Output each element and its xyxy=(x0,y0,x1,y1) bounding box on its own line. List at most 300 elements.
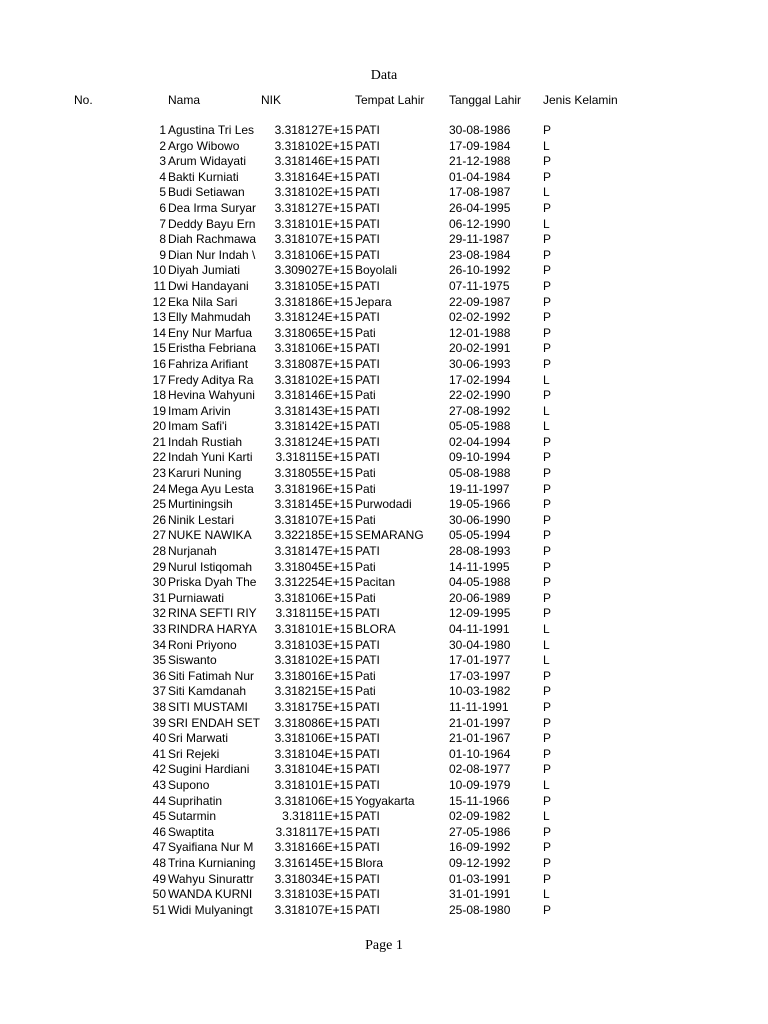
cell-tanggal-lahir: 17-02-1994 xyxy=(449,372,511,387)
cell-nik: 3.309027E+15 xyxy=(274,263,353,278)
cell-nik: 3.318087E+15 xyxy=(274,356,353,371)
cell-jenis-kelamin: P xyxy=(543,668,552,683)
cell-tempat-lahir: PATI xyxy=(355,356,380,371)
cell-jenis-kelamin: P xyxy=(543,263,552,278)
cell-no: 32 xyxy=(152,606,166,621)
cell-tempat-lahir: Pati xyxy=(355,590,376,605)
cell-nama: Argo Wibowo xyxy=(168,138,240,153)
cell-tanggal-lahir: 09-10-1994 xyxy=(449,450,511,465)
cell-jenis-kelamin: P xyxy=(543,325,552,340)
cell-tanggal-lahir: 30-08-1986 xyxy=(449,123,511,137)
table-row xyxy=(0,716,768,732)
cell-jenis-kelamin: P xyxy=(543,606,552,621)
cell-tempat-lahir: Pati xyxy=(355,559,376,574)
cell-tempat-lahir: PATI xyxy=(355,731,380,746)
cell-tanggal-lahir: 16-09-1992 xyxy=(449,840,511,855)
cell-tanggal-lahir: 06-12-1990 xyxy=(449,216,511,231)
cell-no: 17 xyxy=(152,372,166,387)
cell-nik: 3.318115E+15 xyxy=(275,450,353,465)
cell-nama: Swaptita xyxy=(168,824,215,839)
cell-tempat-lahir: Pacitan xyxy=(355,575,396,590)
cell-tempat-lahir: PATI xyxy=(355,434,380,449)
cell-nik: 3.322185E+15 xyxy=(274,528,353,543)
cell-tempat-lahir: PATI xyxy=(355,216,380,231)
cell-no: 28 xyxy=(152,544,166,559)
table-row xyxy=(0,435,768,451)
cell-no: 10 xyxy=(152,263,166,278)
cell-tanggal-lahir: 02-09-1982 xyxy=(449,809,511,824)
cell-jenis-kelamin: P xyxy=(543,450,552,465)
table-row xyxy=(0,404,768,420)
cell-tempat-lahir: Pati xyxy=(355,466,376,481)
cell-nama: Eka Nila Sari xyxy=(168,294,238,309)
cell-tanggal-lahir: 10-09-1979 xyxy=(449,777,511,792)
cell-nama: Agustina Tri Les xyxy=(168,123,255,137)
table-row xyxy=(0,388,768,404)
table-row xyxy=(0,139,768,155)
cell-no: 6 xyxy=(159,200,166,215)
table-row xyxy=(0,575,768,591)
cell-tanggal-lahir: 27-08-1992 xyxy=(449,403,511,418)
cell-jenis-kelamin: P xyxy=(543,855,552,870)
cell-nama: Widi Mulyaningt xyxy=(168,902,253,917)
cell-nama: WANDA KURNI xyxy=(168,887,253,902)
cell-jenis-kelamin: L xyxy=(543,809,550,824)
cell-jenis-kelamin: P xyxy=(543,871,552,886)
table-row xyxy=(0,497,768,513)
cell-jenis-kelamin: P xyxy=(543,699,552,714)
cell-tempat-lahir: PATI xyxy=(355,372,380,387)
cell-no: 49 xyxy=(152,871,166,886)
cell-nama: Karuri Nuning xyxy=(168,466,242,481)
cell-tanggal-lahir: 26-10-1992 xyxy=(449,263,511,278)
cell-nik: 3.318124E+15 xyxy=(274,310,353,325)
cell-no: 11 xyxy=(153,278,166,293)
cell-nik: 3.312254E+15 xyxy=(274,575,353,590)
cell-tanggal-lahir: 02-08-1977 xyxy=(449,762,511,777)
cell-tempat-lahir: PATI xyxy=(355,247,380,262)
cell-tempat-lahir: PATI xyxy=(355,746,380,761)
cell-nama: Syaifiana Nur M xyxy=(168,840,254,855)
cell-nama: Eristha Febriana xyxy=(168,341,257,356)
cell-no: 37 xyxy=(152,684,166,699)
cell-no: 22 xyxy=(152,450,166,465)
cell-nik: 3.318102E+15 xyxy=(274,372,353,387)
cell-no: 14 xyxy=(152,325,166,340)
cell-nama: Sri Marwati xyxy=(168,731,229,746)
cell-no: 47 xyxy=(152,840,166,855)
cell-nik: 3.318106E+15 xyxy=(274,247,353,262)
cell-nik: 3.318117E+15 xyxy=(275,824,353,839)
cell-jenis-kelamin: L xyxy=(543,622,550,636)
cell-nik: 3.318107E+15 xyxy=(274,232,353,247)
cell-nik: 3.318107E+15 xyxy=(274,512,353,527)
cell-nik: 3.318146E+15 xyxy=(274,154,353,169)
cell-tempat-lahir: PATI xyxy=(355,777,380,792)
cell-tempat-lahir: PATI xyxy=(355,637,380,652)
table-row xyxy=(0,778,768,794)
table-row xyxy=(0,762,768,778)
cell-tempat-lahir: PATI xyxy=(355,809,380,824)
cell-nik: 3.318102E+15 xyxy=(274,138,353,153)
table-row xyxy=(0,217,768,233)
cell-nik: 3.318196E+15 xyxy=(274,481,353,496)
cell-no: 16 xyxy=(152,356,166,371)
cell-tanggal-lahir: 04-11-1991 xyxy=(449,622,510,636)
cell-nama: Suprihatin xyxy=(168,793,223,808)
cell-jenis-kelamin: P xyxy=(543,434,552,449)
cell-tempat-lahir: PATI xyxy=(355,419,380,434)
cell-no: 48 xyxy=(152,855,166,870)
cell-nik: 3.318127E+15 xyxy=(274,200,353,215)
table-row xyxy=(0,560,768,576)
cell-tanggal-lahir: 31-01-1991 xyxy=(449,887,511,902)
cell-nik: 3.318034E+15 xyxy=(274,871,353,886)
cell-tanggal-lahir: 04-05-1988 xyxy=(449,575,511,590)
cell-jenis-kelamin: P xyxy=(543,559,552,574)
cell-nama: Eny Nur Marfua xyxy=(168,325,253,340)
header-nama: Nama xyxy=(168,93,201,107)
cell-no: 30 xyxy=(152,575,166,590)
cell-nik: 3.318147E+15 xyxy=(274,544,353,559)
cell-no: 40 xyxy=(152,731,166,746)
header-nik: NIK xyxy=(261,93,282,107)
cell-nik: 3.318102E+15 xyxy=(274,185,353,200)
cell-nama: Roni Priyono xyxy=(168,637,237,652)
cell-tanggal-lahir: 30-04-1980 xyxy=(449,637,511,652)
cell-tempat-lahir: PATI xyxy=(355,123,380,137)
cell-tempat-lahir: PATI xyxy=(355,824,380,839)
cell-nama: Nurjanah xyxy=(168,544,217,559)
table-row xyxy=(0,466,768,482)
cell-tempat-lahir: PATI xyxy=(355,699,380,714)
cell-nik: 3.318105E+15 xyxy=(274,278,353,293)
cell-jenis-kelamin: P xyxy=(543,684,552,699)
cell-nama: Siti Fatimah Nur xyxy=(168,668,255,683)
cell-nama: NUKE NAWIKA xyxy=(168,528,252,543)
cell-tanggal-lahir: 19-11-1997 xyxy=(449,481,510,496)
cell-no: 36 xyxy=(152,668,166,683)
cell-nik: 3.318215E+15 xyxy=(274,684,353,699)
table-row xyxy=(0,170,768,186)
cell-jenis-kelamin: L xyxy=(543,216,550,231)
cell-jenis-kelamin: P xyxy=(543,310,552,325)
cell-tanggal-lahir: 22-09-1987 xyxy=(449,294,511,309)
cell-no: 39 xyxy=(152,715,166,730)
cell-jenis-kelamin: P xyxy=(543,294,552,309)
cell-jenis-kelamin: L xyxy=(543,637,550,652)
cell-tanggal-lahir: 21-01-1967 xyxy=(449,731,511,746)
cell-no: 25 xyxy=(152,497,166,512)
cell-jenis-kelamin: P xyxy=(543,169,552,184)
cell-jenis-kelamin: L xyxy=(543,185,550,200)
cell-nik: 3.318103E+15 xyxy=(274,887,353,902)
cell-nik: 3.318164E+15 xyxy=(274,169,353,184)
cell-nik: 3.318101E+15 xyxy=(274,216,353,231)
cell-no: 8 xyxy=(159,232,166,247)
cell-tanggal-lahir: 20-06-1989 xyxy=(449,590,511,605)
cell-no: 7 xyxy=(159,216,166,231)
cell-tanggal-lahir: 17-03-1997 xyxy=(449,668,511,683)
cell-tanggal-lahir: 22-02-1990 xyxy=(449,388,511,403)
cell-nama: Purniawati xyxy=(168,590,225,605)
cell-jenis-kelamin: P xyxy=(543,762,552,777)
cell-nik: 3.318146E+15 xyxy=(274,388,353,403)
cell-nik: 3.318016E+15 xyxy=(274,668,353,683)
header-tanggal-lahir: Tanggal Lahir xyxy=(449,93,522,107)
cell-nama: Diah Rachmawa xyxy=(168,232,257,247)
cell-tanggal-lahir: 30-06-1990 xyxy=(449,512,511,527)
cell-nik: 3.318142E+15 xyxy=(274,419,353,434)
table-row xyxy=(0,201,768,217)
cell-tempat-lahir: PATI xyxy=(355,715,380,730)
table-row xyxy=(0,903,768,919)
cell-no: 46 xyxy=(152,824,166,839)
cell-jenis-kelamin: P xyxy=(543,746,552,761)
cell-no: 27 xyxy=(152,528,166,543)
cell-tanggal-lahir: 12-01-1988 xyxy=(449,325,511,340)
cell-nik: 3.318115E+15 xyxy=(275,606,353,621)
cell-tempat-lahir: PATI xyxy=(355,310,380,325)
cell-nama: Siti Kamdanah xyxy=(168,684,247,699)
table-row xyxy=(0,513,768,529)
cell-nik: 3.318143E+15 xyxy=(274,403,353,418)
cell-tempat-lahir: PATI xyxy=(355,653,380,668)
page-title: Data xyxy=(370,68,398,83)
table-row xyxy=(0,123,768,139)
cell-tempat-lahir: PATI xyxy=(355,169,380,184)
cell-tempat-lahir: PATI xyxy=(355,887,380,902)
cell-tempat-lahir: Purwodadi xyxy=(355,497,412,512)
cell-nama: Sri Rejeki xyxy=(168,746,220,761)
cell-nama: Dian Nur Indah \ xyxy=(168,247,256,262)
cell-tanggal-lahir: 05-08-1988 xyxy=(449,466,511,481)
cell-tanggal-lahir: 11-11-1991 xyxy=(449,699,509,714)
cell-tempat-lahir: PATI xyxy=(355,902,380,917)
cell-no: 13 xyxy=(152,310,166,325)
cell-nama: Imam Safi'i xyxy=(168,419,227,434)
cell-jenis-kelamin: P xyxy=(543,902,552,917)
table-row xyxy=(0,326,768,342)
cell-tanggal-lahir: 05-05-1994 xyxy=(449,528,511,543)
cell-nik: 3.318127E+15 xyxy=(274,123,353,137)
table-row xyxy=(0,154,768,170)
cell-nama: Dea Irma Suryar xyxy=(168,200,257,215)
cell-nama: SITI MUSTAMI xyxy=(168,699,248,714)
cell-nik: 3.318101E+15 xyxy=(274,622,353,636)
cell-nik: 3.318145E+15 xyxy=(274,497,353,512)
cell-no: 31 xyxy=(152,590,166,605)
cell-tempat-lahir: PATI xyxy=(355,544,380,559)
table-row xyxy=(0,248,768,264)
cell-tempat-lahir: Pati xyxy=(355,325,376,340)
cell-tempat-lahir: PATI xyxy=(355,185,380,200)
cell-no: 1 xyxy=(159,123,166,137)
cell-tanggal-lahir: 02-04-1994 xyxy=(449,434,511,449)
table-row xyxy=(0,731,768,747)
cell-tanggal-lahir: 17-09-1984 xyxy=(449,138,511,153)
table-row xyxy=(0,856,768,872)
cell-jenis-kelamin: P xyxy=(543,481,552,496)
cell-no: 38 xyxy=(152,699,166,714)
table-row xyxy=(0,373,768,389)
table-row xyxy=(0,310,768,326)
table-row xyxy=(0,638,768,654)
table-row xyxy=(0,232,768,248)
cell-no: 50 xyxy=(152,887,166,902)
cell-tanggal-lahir: 12-09-1995 xyxy=(449,606,511,621)
cell-tanggal-lahir: 27-05-1986 xyxy=(449,824,511,839)
data-table xyxy=(0,123,768,918)
table-row xyxy=(0,887,768,903)
cell-nama: RINA SEFTI RIY xyxy=(168,606,257,621)
cell-jenis-kelamin: P xyxy=(543,528,552,543)
table-row xyxy=(0,591,768,607)
cell-nik: 3.318086E+15 xyxy=(274,715,353,730)
table-row xyxy=(0,357,768,373)
cell-nik: 3.318124E+15 xyxy=(274,434,353,449)
cell-nama: Dwi Handayani xyxy=(168,278,249,293)
cell-jenis-kelamin: P xyxy=(543,232,552,247)
cell-no: 4 xyxy=(159,169,166,184)
cell-jenis-kelamin: L xyxy=(543,138,550,153)
cell-no: 42 xyxy=(152,762,166,777)
cell-jenis-kelamin: P xyxy=(543,715,552,730)
cell-nama: Mega Ayu Lesta xyxy=(168,481,254,496)
cell-tanggal-lahir: 21-01-1997 xyxy=(449,715,511,730)
cell-no: 51 xyxy=(152,902,166,917)
cell-no: 33 xyxy=(152,622,166,636)
cell-no: 35 xyxy=(152,653,166,668)
cell-tanggal-lahir: 14-11-1995 xyxy=(449,559,510,574)
cell-no: 44 xyxy=(152,793,166,808)
table-row xyxy=(0,606,768,622)
cell-nama: Wahyu Sinurattr xyxy=(168,871,254,886)
table-row xyxy=(0,809,768,825)
cell-tanggal-lahir: 30-06-1993 xyxy=(449,356,511,371)
cell-nama: Bakti Kurniati xyxy=(168,169,239,184)
cell-tempat-lahir: PATI xyxy=(355,200,380,215)
cell-jenis-kelamin: P xyxy=(543,731,552,746)
cell-tempat-lahir: Yogyakarta xyxy=(355,793,415,808)
page-number: Page 1 xyxy=(365,938,403,953)
cell-nik: 3.318186E+15 xyxy=(274,294,353,309)
cell-tempat-lahir: BLORA xyxy=(355,622,396,636)
cell-tempat-lahir: Blora xyxy=(355,855,384,870)
cell-tanggal-lahir: 20-02-1991 xyxy=(449,341,511,356)
table-row xyxy=(0,341,768,357)
cell-tempat-lahir: Pati xyxy=(355,481,376,496)
cell-nama: Sugini Hardiani xyxy=(168,762,250,777)
cell-tanggal-lahir: 21-12-1988 xyxy=(449,154,511,169)
table-row xyxy=(0,684,768,700)
cell-nik: 3.318106E+15 xyxy=(274,341,353,356)
cell-jenis-kelamin: P xyxy=(543,840,552,855)
cell-no: 9 xyxy=(159,247,166,262)
table-row xyxy=(0,295,768,311)
cell-no: 21 xyxy=(152,434,166,449)
cell-no: 23 xyxy=(152,466,166,481)
cell-nik: 3.318106E+15 xyxy=(274,793,353,808)
cell-jenis-kelamin: P xyxy=(543,356,552,371)
cell-jenis-kelamin: P xyxy=(543,544,552,559)
table-row xyxy=(0,669,768,685)
cell-tanggal-lahir: 02-02-1992 xyxy=(449,310,511,325)
header-no: No. xyxy=(74,93,93,107)
cell-tanggal-lahir: 17-08-1987 xyxy=(449,185,511,200)
cell-nama: RINDRA HARYA xyxy=(168,622,257,636)
cell-tempat-lahir: PATI xyxy=(355,138,380,153)
cell-nik: 3.318055E+15 xyxy=(274,466,353,481)
cell-jenis-kelamin: P xyxy=(543,466,552,481)
cell-jenis-kelamin: L xyxy=(543,419,550,434)
cell-no: 3 xyxy=(159,154,166,169)
cell-nama: Imam Arivin xyxy=(168,403,231,418)
cell-jenis-kelamin: P xyxy=(543,278,552,293)
cell-tanggal-lahir: 09-12-1992 xyxy=(449,855,511,870)
cell-jenis-kelamin: P xyxy=(543,154,552,169)
cell-jenis-kelamin: P xyxy=(543,200,552,215)
table-row xyxy=(0,450,768,466)
cell-nama: Ninik Lestari xyxy=(168,512,235,527)
cell-jenis-kelamin: P xyxy=(543,590,552,605)
table-row xyxy=(0,825,768,841)
cell-tempat-lahir: PATI xyxy=(355,403,380,418)
cell-nik: 3.316145E+15 xyxy=(274,855,353,870)
cell-no: 45 xyxy=(152,809,166,824)
cell-nik: 3.318175E+15 xyxy=(274,699,353,714)
cell-nik: 3.318045E+15 xyxy=(274,559,353,574)
table-row xyxy=(0,872,768,888)
cell-nama: Diyah Jumiati xyxy=(168,263,241,278)
table-row xyxy=(0,263,768,279)
cell-tanggal-lahir: 05-05-1988 xyxy=(449,419,511,434)
cell-tanggal-lahir: 26-04-1995 xyxy=(449,200,511,215)
cell-tanggal-lahir: 29-11-1987 xyxy=(449,232,510,247)
cell-no: 34 xyxy=(152,637,166,652)
cell-no: 15 xyxy=(152,341,166,356)
cell-nama: SRI ENDAH SET xyxy=(168,715,261,730)
cell-nik: 3.318103E+15 xyxy=(274,637,353,652)
cell-nik: 3.318102E+15 xyxy=(274,653,353,668)
cell-no: 41 xyxy=(152,746,166,761)
cell-nama: Fahriza Arifiant xyxy=(168,356,249,371)
cell-tempat-lahir: Pati xyxy=(355,668,376,683)
cell-tanggal-lahir: 17-01-1977 xyxy=(449,653,511,668)
cell-nik: 3.318106E+15 xyxy=(274,731,353,746)
cell-tanggal-lahir: 10-03-1982 xyxy=(449,684,511,699)
cell-tanggal-lahir: 15-11-1966 xyxy=(449,793,510,808)
cell-nik: 3.318104E+15 xyxy=(274,762,353,777)
cell-tempat-lahir: PATI xyxy=(355,450,380,465)
table-row xyxy=(0,794,768,810)
cell-tempat-lahir: PATI xyxy=(355,871,380,886)
cell-nik: 3.318065E+15 xyxy=(274,325,353,340)
cell-nama: Hevina Wahyuni xyxy=(168,388,255,403)
cell-tempat-lahir: PATI xyxy=(355,606,380,621)
cell-jenis-kelamin: L xyxy=(543,887,550,902)
table-row xyxy=(0,482,768,498)
cell-no: 18 xyxy=(152,388,166,403)
table-row xyxy=(0,419,768,435)
table-row xyxy=(0,544,768,560)
cell-no: 2 xyxy=(159,138,166,153)
cell-jenis-kelamin: P xyxy=(543,247,552,262)
cell-no: 12 xyxy=(152,294,166,309)
cell-nama: Supono xyxy=(168,777,210,792)
cell-nama: Siswanto xyxy=(168,653,217,668)
cell-jenis-kelamin: L xyxy=(543,777,550,792)
